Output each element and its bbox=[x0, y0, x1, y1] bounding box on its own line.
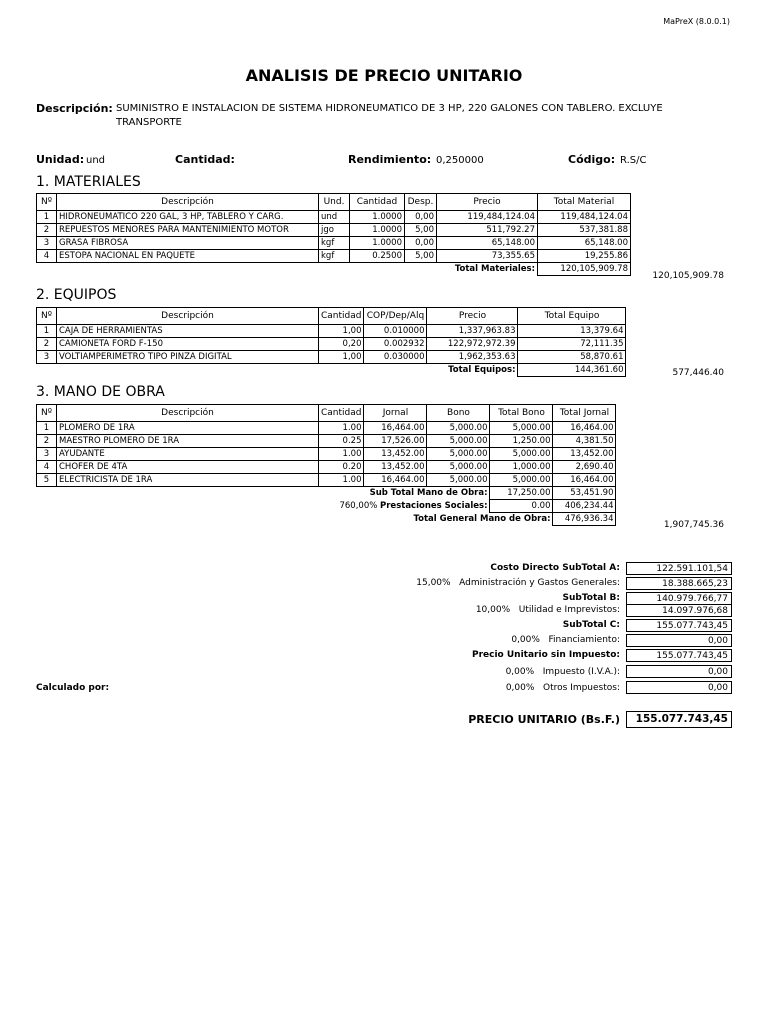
total-row bbox=[37, 513, 616, 526]
cell: 3 bbox=[37, 237, 57, 250]
precio-unitario-value: 155.077.743,45 bbox=[626, 711, 732, 728]
cell: 0.010000 bbox=[364, 325, 427, 338]
col-header: Descripción bbox=[57, 194, 319, 211]
cell: 1 bbox=[37, 422, 57, 435]
col-header: Precio bbox=[427, 308, 518, 325]
cell: ELECTRICISTA DE 1RA bbox=[57, 474, 319, 487]
cell: 0.25 bbox=[319, 435, 364, 448]
cell: 16,464.00 bbox=[553, 474, 616, 487]
cell: 4 bbox=[37, 461, 57, 474]
table-row bbox=[37, 338, 626, 351]
otros-pct: 0,00% bbox=[505, 683, 535, 693]
cell: 122,972,972.39 bbox=[427, 338, 518, 351]
cell: 73,355.65 bbox=[437, 250, 538, 263]
table-row bbox=[37, 461, 616, 474]
app-version: MaPreX (8.0.0.1) bbox=[663, 17, 730, 26]
admin-line bbox=[416, 578, 620, 588]
otros-line bbox=[506, 683, 620, 693]
cell: 3 bbox=[37, 351, 57, 364]
col-header: Descripción bbox=[57, 405, 319, 422]
cell: 5,00 bbox=[405, 250, 437, 263]
col-header: Desp. bbox=[405, 194, 437, 211]
mano-obra-subtotal-jornal: 53,451.90 bbox=[553, 487, 616, 500]
col-header: Bono bbox=[427, 405, 490, 422]
table-row bbox=[37, 422, 616, 435]
prestaciones-label: Prestaciones Sociales: bbox=[380, 501, 488, 511]
mano-obra-total: 476,936.34 bbox=[553, 513, 616, 526]
col-header: Total Equipo bbox=[518, 308, 626, 325]
cell: 5,000.00 bbox=[490, 448, 553, 461]
table-row bbox=[37, 211, 631, 224]
prestaciones-pct: 760,00% bbox=[339, 501, 378, 511]
mano-obra-subtotal-label: Sub Total Mano de Obra: bbox=[369, 488, 488, 499]
cell: 4,381.50 bbox=[553, 435, 616, 448]
cell: 4 bbox=[37, 250, 57, 263]
materiales-section-title: 1. MATERIALES bbox=[36, 174, 141, 190]
cell: 5,000.00 bbox=[490, 474, 553, 487]
unidad-value: und bbox=[86, 155, 106, 166]
table-header-row bbox=[37, 194, 631, 211]
fin-value: 0,00 bbox=[626, 634, 732, 647]
cell: CHOFER DE 4TA bbox=[57, 461, 319, 474]
cell: 5,000.00 bbox=[427, 448, 490, 461]
costo-directo-label: Costo Directo SubTotal A: bbox=[490, 563, 620, 573]
costo-directo-value: 122.591.101,54 bbox=[626, 562, 732, 575]
subtotal-c-label: SubTotal C: bbox=[562, 620, 620, 630]
cell: 13,452.00 bbox=[364, 461, 427, 474]
prestaciones-cell bbox=[319, 500, 490, 513]
cell: HIDRONEUMATICO 220 GAL, 3 HP, TABLERO Y CARG. bbox=[57, 211, 319, 224]
cell: kgf bbox=[319, 237, 350, 250]
cell: 5,00 bbox=[405, 224, 437, 237]
total-row bbox=[37, 263, 631, 276]
cell: 1.00 bbox=[319, 448, 364, 461]
cell: CAMIONETA FORD F-150 bbox=[57, 338, 319, 351]
cell: 1 bbox=[37, 211, 57, 224]
col-header: Und. bbox=[319, 194, 350, 211]
cell: 2 bbox=[37, 338, 57, 351]
unidad-label: Unidad: bbox=[36, 153, 85, 166]
util-line bbox=[476, 605, 620, 615]
cell: 19,255.86 bbox=[538, 250, 631, 263]
cell: 16,464.00 bbox=[364, 474, 427, 487]
mano-obra-section-title: 3. MANO DE OBRA bbox=[36, 384, 165, 400]
cell: 17,526.00 bbox=[364, 435, 427, 448]
rendimiento-label: Rendimiento: bbox=[348, 153, 432, 166]
otros-value: 0,00 bbox=[626, 681, 732, 694]
cell: 1,962,353.63 bbox=[427, 351, 518, 364]
prestaciones-row bbox=[37, 500, 616, 513]
cell: 0.030000 bbox=[364, 351, 427, 364]
descripcion-value: SUMINISTRO E INSTALACION DE SISTEMA HIDRONEUMATICO DE 3 HP, 220 GALONES CON TABLERO. EXCLUYE TRANSPORTE bbox=[116, 103, 663, 128]
cell: 5,000.00 bbox=[427, 474, 490, 487]
cell: 2 bbox=[37, 435, 57, 448]
subtotal-row bbox=[37, 487, 616, 500]
cell: 1,337,963.83 bbox=[427, 325, 518, 338]
cell: 65,148.00 bbox=[538, 237, 631, 250]
mano-obra-total-label: Total General Mano de Obra: bbox=[413, 514, 551, 525]
col-header: Nº bbox=[37, 405, 57, 422]
cell: 5,000.00 bbox=[427, 435, 490, 448]
equipos-total-label: Total Equipos: bbox=[448, 365, 516, 376]
calculado-por-label: Calculado por: bbox=[36, 683, 110, 693]
col-header: Total Bono bbox=[490, 405, 553, 422]
cell: 537,381.88 bbox=[538, 224, 631, 237]
total-row bbox=[37, 364, 626, 377]
equipos-table bbox=[36, 307, 626, 377]
table-row bbox=[37, 448, 616, 461]
cantidad-label: Cantidad: bbox=[175, 153, 235, 166]
cell: 65,148.00 bbox=[437, 237, 538, 250]
cell: REPUESTOS MENORES PARA MANTENIMIENTO MOTOR bbox=[57, 224, 319, 237]
cell: 1.0000 bbox=[350, 237, 405, 250]
subtotal-b-label: SubTotal B: bbox=[562, 593, 620, 603]
page-title: ANALISIS DE PRECIO UNITARIO bbox=[245, 66, 523, 85]
cell: 5 bbox=[37, 474, 57, 487]
prestaciones-bono: 0.00 bbox=[490, 500, 553, 513]
col-header: Descripción bbox=[57, 308, 319, 325]
col-header: Total Jornal bbox=[553, 405, 616, 422]
materiales-table bbox=[36, 193, 631, 276]
cell: 1,00 bbox=[319, 325, 364, 338]
table-row bbox=[37, 435, 616, 448]
equipos-section-title: 2. EQUIPOS bbox=[36, 287, 117, 303]
col-header: Jornal bbox=[364, 405, 427, 422]
codigo-value: R.S/C bbox=[620, 155, 647, 166]
iva-value: 0,00 bbox=[626, 665, 732, 678]
cell: 1,000.00 bbox=[490, 461, 553, 474]
cell: PLOMERO DE 1RA bbox=[57, 422, 319, 435]
mano-obra-total-unit: 1,907,745.36 bbox=[663, 520, 724, 530]
table-row bbox=[37, 250, 631, 263]
cell: 1,250.00 bbox=[490, 435, 553, 448]
cell: 13,452.00 bbox=[364, 448, 427, 461]
col-header: Cantidad bbox=[350, 194, 405, 211]
fin-line bbox=[511, 635, 620, 645]
table-row bbox=[37, 224, 631, 237]
cell: 511,792.27 bbox=[437, 224, 538, 237]
mano-obra-subtotal-bono: 17,250.00 bbox=[490, 487, 553, 500]
cell: 119,484,124.04 bbox=[538, 211, 631, 224]
cell: GRASA FIBROSA bbox=[57, 237, 319, 250]
prestaciones-jornal: 406,234.44 bbox=[553, 500, 616, 513]
mano-obra-table bbox=[36, 404, 616, 526]
psi-value: 155.077.743,45 bbox=[626, 649, 732, 662]
table-header-row bbox=[37, 405, 616, 422]
cell: 58,870.61 bbox=[518, 351, 626, 364]
subtotal-b-value: 140.979.766,77 bbox=[626, 592, 732, 605]
cell: 119,484,124.04 bbox=[437, 211, 538, 224]
cell: und bbox=[319, 211, 350, 224]
cell: 3 bbox=[37, 448, 57, 461]
descripcion-label: Descripción: bbox=[36, 102, 113, 115]
cell: 5,000.00 bbox=[490, 422, 553, 435]
materiales-total-unit: 120,105,909.78 bbox=[652, 271, 724, 281]
cell: 16,464.00 bbox=[364, 422, 427, 435]
cell: 13,379.64 bbox=[518, 325, 626, 338]
admin-label: Administración y Gastos Generales: bbox=[459, 578, 620, 588]
col-header: Total Material bbox=[538, 194, 631, 211]
cell: CAJA DE HERRAMIENTAS bbox=[57, 325, 319, 338]
materiales-total: 120,105,909.78 bbox=[538, 263, 631, 276]
table-header-row bbox=[37, 308, 626, 325]
subtotal-c-value: 155.077.743,45 bbox=[626, 619, 732, 632]
table-row bbox=[37, 351, 626, 364]
col-header: Cantidad bbox=[319, 308, 364, 325]
cell: 1.0000 bbox=[350, 211, 405, 224]
cell: 5,000.00 bbox=[427, 422, 490, 435]
iva-label: Impuesto (I.V.A.): bbox=[542, 667, 620, 677]
otros-label: Otros Impuestos: bbox=[543, 683, 620, 693]
util-pct: 10,00% bbox=[475, 605, 511, 615]
cell: jgo bbox=[319, 224, 350, 237]
cell: 1.00 bbox=[319, 474, 364, 487]
cell: 1,00 bbox=[319, 351, 364, 364]
fin-label: Financiamiento: bbox=[548, 635, 620, 645]
util-label: Utilidad e Imprevistos: bbox=[518, 605, 620, 615]
cell: 0,00 bbox=[405, 211, 437, 224]
cell: VOLTIAMPERIMETRO TIPO PINZA DIGITAL bbox=[57, 351, 319, 364]
cell: 0.20 bbox=[319, 461, 364, 474]
cell: 1.0000 bbox=[350, 224, 405, 237]
materiales-total-label: Total Materiales: bbox=[454, 264, 535, 275]
equipos-total-unit: 577,446.40 bbox=[672, 368, 724, 378]
cell: 2,690.40 bbox=[553, 461, 616, 474]
cell: kgf bbox=[319, 250, 350, 263]
cell: 1 bbox=[37, 325, 57, 338]
table-row bbox=[37, 325, 626, 338]
cell: ESTOPA NACIONAL EN PAQUETE bbox=[57, 250, 319, 263]
cell: 0.2500 bbox=[350, 250, 405, 263]
cell: 16,464.00 bbox=[553, 422, 616, 435]
equipos-total: 144,361.60 bbox=[518, 364, 626, 377]
table-row bbox=[37, 237, 631, 250]
iva-line bbox=[506, 667, 620, 677]
util-value: 14.097.976,68 bbox=[626, 604, 732, 617]
col-header: Nº bbox=[37, 308, 57, 325]
col-header: Cantidad bbox=[319, 405, 364, 422]
cell: AYUDANTE bbox=[57, 448, 319, 461]
cell: 0,00 bbox=[405, 237, 437, 250]
rendimiento-value: 0,250000 bbox=[436, 155, 484, 166]
col-header: Nº bbox=[37, 194, 57, 211]
cell: 13,452.00 bbox=[553, 448, 616, 461]
psi-label: Precio Unitario sin Impuesto: bbox=[472, 650, 620, 660]
iva-pct: 0,00% bbox=[505, 667, 535, 677]
cell: 0.002932 bbox=[364, 338, 427, 351]
table-row bbox=[37, 474, 616, 487]
cell: 2 bbox=[37, 224, 57, 237]
cell: 5,000.00 bbox=[427, 461, 490, 474]
cell: MAESTRO PLOMERO DE 1RA bbox=[57, 435, 319, 448]
col-header: COP/Dep/Alq bbox=[364, 308, 427, 325]
precio-unitario-label: PRECIO UNITARIO (Bs.F.) bbox=[468, 713, 620, 726]
codigo-label: Código: bbox=[568, 153, 616, 166]
col-header: Precio bbox=[437, 194, 538, 211]
cell: 1.00 bbox=[319, 422, 364, 435]
cell: 0,20 bbox=[319, 338, 364, 351]
admin-value: 18.388.665,23 bbox=[626, 577, 732, 590]
fin-pct: 0,00% bbox=[511, 635, 540, 645]
cell: 72,111.35 bbox=[518, 338, 626, 351]
admin-pct: 15,00% bbox=[416, 578, 451, 588]
